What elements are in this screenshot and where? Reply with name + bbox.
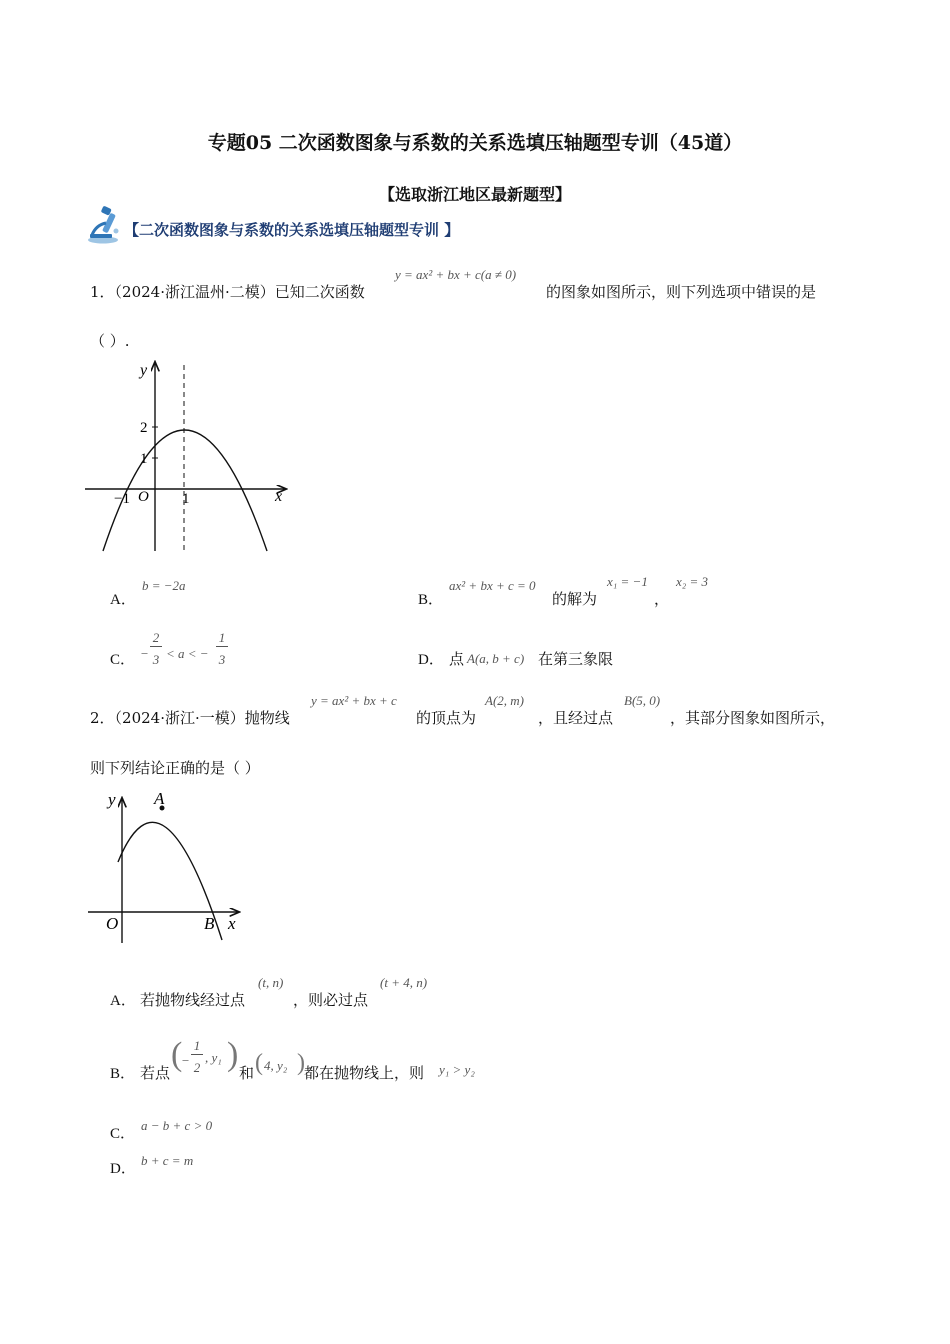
q1-tick-1y: 1 bbox=[140, 451, 148, 467]
q1-option-c-den2: 3 bbox=[218, 652, 226, 667]
q2-option-b-label: B． bbox=[110, 1066, 136, 1082]
q1-y-label: y bbox=[140, 362, 148, 379]
q2-option-c-label: C． bbox=[110, 1126, 136, 1142]
q2-b-label: B bbox=[204, 914, 215, 933]
q1-option-b-comma: ， bbox=[654, 590, 670, 608]
q2-option-a-p2: (t + 4, n) bbox=[380, 975, 428, 990]
q2-text1: 的顶点为 bbox=[416, 709, 477, 727]
q2-vertex: A(2, m) bbox=[485, 693, 524, 708]
q2-option-d-math: b + c = m bbox=[141, 1153, 194, 1168]
q2-option-b-ineq: y₁ > y₂ bbox=[439, 1062, 475, 1077]
q2-option-b-rparen: ) bbox=[227, 1036, 239, 1073]
section-title: 【二次函数图象与系数的关系选填压轴题型专训 】 bbox=[124, 221, 460, 239]
q2-option-b-p2-lparen: ( bbox=[255, 1050, 263, 1076]
q1-x-label: x bbox=[275, 488, 283, 505]
q1-tick-2: 2 bbox=[140, 420, 148, 436]
q2-text3: ，其部分图象如图所示， bbox=[670, 709, 836, 727]
q1-option-c-label: C． bbox=[110, 652, 136, 668]
q1-source: （2024·浙江温州·二模）已知二次函数 bbox=[114, 283, 365, 301]
q2-line2: 则下列结论正确的是（ ） bbox=[90, 759, 260, 777]
q1-option-b-label: B． bbox=[418, 592, 444, 608]
q2-number: 2． bbox=[90, 709, 115, 727]
q1-text-after: 的图象如图所示，则下列选项中错误的是 bbox=[546, 283, 817, 301]
q1-tick-1x: 1 bbox=[182, 491, 190, 507]
q2-point-b: B(5, 0) bbox=[624, 693, 661, 708]
q2-option-b-p2: 4, y₂ bbox=[264, 1058, 288, 1073]
q1-formula: y = ax² + bx + c(a ≠ 0) bbox=[395, 267, 517, 282]
q2-option-a-p1: (t, n) bbox=[258, 975, 284, 990]
q2-stem bbox=[90, 707, 290, 728]
q2-option-d-label: D． bbox=[110, 1161, 136, 1177]
q2-option-b-p2-rparen: ) bbox=[297, 1050, 305, 1076]
q2-option-b-den: 2 bbox=[193, 1060, 201, 1075]
q2-source: （2024·浙江·一模）抛物线 bbox=[114, 709, 290, 727]
microscope-icon bbox=[86, 205, 124, 245]
q2-a-label: A bbox=[154, 789, 165, 808]
q2-text2: ，且经过点 bbox=[538, 709, 614, 727]
q1-option-c-num2: 1 bbox=[216, 630, 228, 647]
page-title: 专题05 二次函数图象与系数的关系选填压轴题型专训（45道） bbox=[207, 132, 743, 154]
q2-option-a-text1: 若抛物线经过点 bbox=[140, 991, 246, 1009]
q1-option-c-lead: − bbox=[140, 646, 149, 661]
q1-option-b-math: ax² + bx + c = 0 bbox=[449, 578, 536, 593]
q1-tick-neg1: −1 bbox=[114, 491, 130, 507]
q1-option-b-x1: x₁ = −1 bbox=[607, 574, 648, 589]
q2-option-b-lparen: ( bbox=[171, 1036, 183, 1073]
q1-stem bbox=[90, 281, 365, 302]
q2-x-label: x bbox=[228, 914, 236, 933]
q1-option-a-label: A． bbox=[110, 592, 136, 608]
q1-option-c-num1: 2 bbox=[150, 630, 162, 647]
q2-origin-label: O bbox=[106, 914, 119, 933]
q2-graph bbox=[80, 785, 260, 945]
q1-number: 1． bbox=[90, 283, 115, 301]
q1-option-c-den1: 3 bbox=[152, 652, 160, 667]
q2-option-b-and: 和 bbox=[239, 1064, 255, 1082]
q1-option-c-mid: < a < − bbox=[166, 646, 209, 661]
q2-option-a-label: A． bbox=[110, 993, 136, 1009]
q1-option-d-label: D． bbox=[418, 652, 444, 668]
q2-option-b-text2: 都在抛物线上，则 bbox=[304, 1064, 425, 1082]
q2-option-b-text1: 若点 bbox=[140, 1064, 171, 1082]
q1-option-b-text: 的解为 bbox=[552, 590, 598, 608]
q1-origin-label: O bbox=[138, 489, 149, 505]
q2-option-a-text2: ，则必过点 bbox=[293, 991, 369, 1009]
q2-formula: y = ax² + bx + c bbox=[311, 693, 397, 708]
q2-option-b-y1: , y₁ bbox=[205, 1050, 222, 1065]
q2-y-label: y bbox=[108, 790, 116, 809]
q1-option-b-x2: x₂ = 3 bbox=[676, 574, 709, 589]
q2-option-b-num: 1 bbox=[191, 1038, 203, 1055]
q1-graph bbox=[80, 355, 310, 560]
q1-option-a-math: b = −2a bbox=[142, 578, 186, 593]
q2-option-b-neg: − bbox=[181, 1053, 190, 1068]
q2-option-c-math: a − b + c > 0 bbox=[141, 1118, 213, 1133]
q1-paren: （ ）. bbox=[90, 332, 130, 350]
q1-option-d-math: A(a, b + c) bbox=[467, 651, 525, 666]
q1-option-d-text: 在第三象限 bbox=[538, 650, 614, 668]
q1-option-d-pre: 点 bbox=[449, 650, 465, 668]
page-subtitle: 【选取浙江地区最新题型】 bbox=[378, 185, 571, 204]
